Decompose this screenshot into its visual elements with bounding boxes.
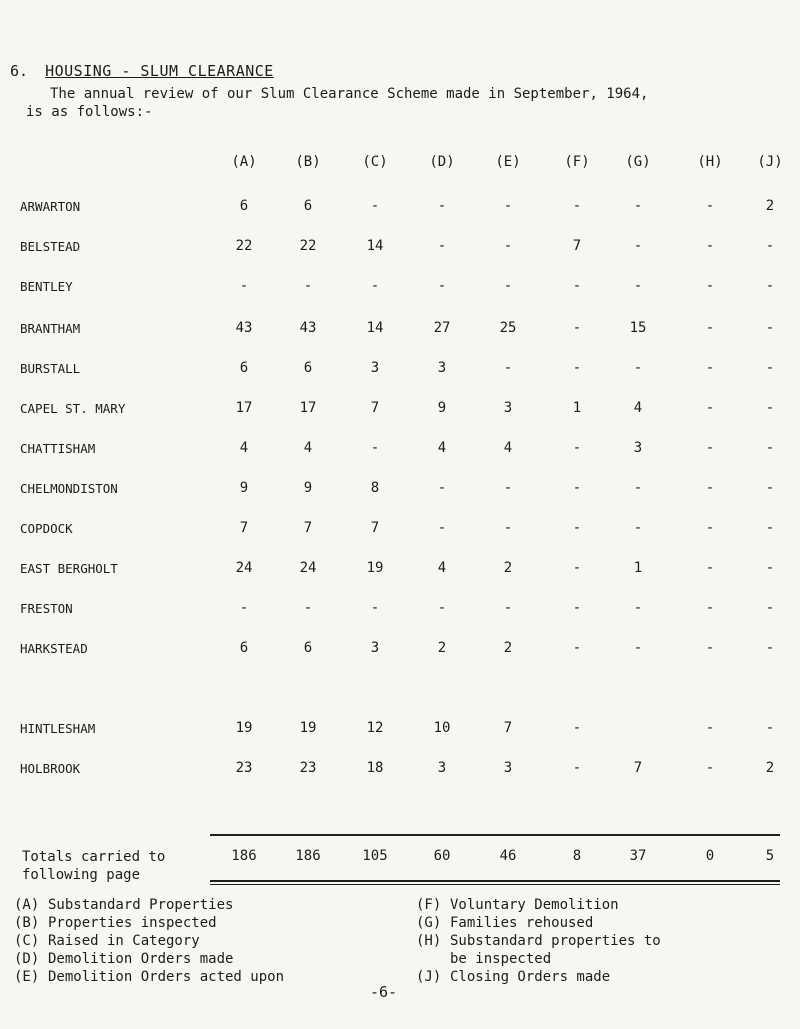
- table-cell: -: [437, 238, 447, 254]
- table-cell: 22: [299, 238, 317, 254]
- table-cell: 22: [235, 238, 253, 254]
- table-cell: 23: [299, 760, 317, 776]
- legend-item: [416, 950, 661, 968]
- table-cell: 15: [629, 320, 647, 336]
- table-cell: -: [705, 320, 715, 336]
- page-number: -6-: [370, 983, 398, 1001]
- legend-item: [14, 914, 284, 932]
- table-cell: -: [705, 480, 715, 496]
- table-cell: 18: [366, 760, 384, 776]
- legend-key: (J): [416, 969, 442, 985]
- table-cell: 14: [366, 238, 384, 254]
- column-header: (G): [625, 154, 651, 170]
- table-cell: 3: [503, 760, 513, 776]
- column-header: (D): [429, 154, 455, 170]
- totals-top-rule: [210, 834, 780, 836]
- table-cell: -: [437, 520, 447, 536]
- table-cell: -: [239, 600, 249, 616]
- total-cell: 0: [705, 848, 715, 864]
- table-cell: -: [633, 640, 643, 656]
- column-header: (F): [564, 154, 590, 170]
- table-cell: -: [765, 720, 775, 736]
- total-cell: 105: [362, 848, 388, 864]
- table-cell: -: [572, 600, 582, 616]
- total-cell: 186: [231, 848, 257, 864]
- table-cell: 10: [433, 720, 451, 736]
- row-label: EAST BERGHOLT: [20, 561, 118, 576]
- column-header: (E): [495, 154, 521, 170]
- table-cell: 7: [572, 238, 582, 254]
- table-cell: 3: [437, 760, 447, 776]
- table-cell: -: [503, 480, 513, 496]
- section-number: 6.: [10, 62, 29, 80]
- legend-text: Closing Orders made: [450, 969, 611, 985]
- table-cell: -: [705, 640, 715, 656]
- table-cell: -: [633, 278, 643, 294]
- legend-item: [416, 914, 661, 932]
- table-cell: -: [705, 400, 715, 416]
- table-cell: -: [765, 400, 775, 416]
- table-cell: -: [572, 560, 582, 576]
- table-cell: 43: [299, 320, 317, 336]
- table-cell: 17: [299, 400, 317, 416]
- table-cell: 7: [503, 720, 513, 736]
- table-cell: -: [503, 278, 513, 294]
- total-cell: 46: [499, 848, 517, 864]
- table-cell: 4: [437, 440, 447, 456]
- table-cell: -: [765, 480, 775, 496]
- column-header: (C): [362, 154, 388, 170]
- legend-item: [416, 932, 661, 950]
- table-cell: -: [503, 198, 513, 214]
- legend-item: [14, 950, 284, 968]
- legend-key: (F): [416, 897, 442, 913]
- table-cell: -: [503, 600, 513, 616]
- table-cell: 6: [303, 360, 313, 376]
- total-cell: 186: [295, 848, 321, 864]
- table-cell: -: [437, 480, 447, 496]
- table-cell: 7: [239, 520, 249, 536]
- row-label: HOLBROOK: [20, 761, 81, 776]
- row-label: FRESTON: [20, 601, 73, 616]
- totals-label: [22, 848, 165, 884]
- legend-item: [14, 896, 284, 914]
- legend-text: Voluntary Demolition: [450, 897, 619, 913]
- table-cell: 17: [235, 400, 253, 416]
- table-cell: 3: [437, 360, 447, 376]
- section-title: HOUSING - SLUM CLEARANCE: [45, 62, 274, 80]
- intro-line-1: The annual review of our Slum Clearance Scheme made in September, 1964,: [50, 86, 649, 102]
- row-label: BENTLEY: [20, 279, 73, 294]
- table-cell: 4: [503, 440, 513, 456]
- table-cell: -: [705, 600, 715, 616]
- row-label: CHATTISHAM: [20, 441, 96, 456]
- row-label: BELSTEAD: [20, 239, 81, 254]
- table-cell: 2: [437, 640, 447, 656]
- table-cell: -: [705, 760, 715, 776]
- column-header: (J): [757, 154, 783, 170]
- table-cell: 43: [235, 320, 253, 336]
- legend-key: (A): [14, 897, 40, 913]
- table-cell: -: [765, 440, 775, 456]
- table-cell: 9: [437, 400, 447, 416]
- legend-text: Substandard Properties: [48, 897, 234, 913]
- row-label: BURSTALL: [20, 361, 81, 376]
- legend-text: Families rehoused: [450, 915, 594, 931]
- table-cell: -: [370, 278, 380, 294]
- table-cell: 1: [572, 400, 582, 416]
- table-cell: -: [765, 640, 775, 656]
- table-cell: 3: [370, 360, 380, 376]
- totals-bottom-rule: [210, 880, 780, 882]
- table-cell: -: [572, 278, 582, 294]
- table-cell: -: [503, 520, 513, 536]
- table-cell: -: [572, 320, 582, 336]
- table-cell: 7: [633, 760, 643, 776]
- table-cell: -: [705, 238, 715, 254]
- column-header: (A): [231, 154, 257, 170]
- legend-text: Substandard properties to: [450, 933, 661, 949]
- table-cell: 9: [239, 480, 249, 496]
- table-cell: 2: [503, 560, 513, 576]
- table-cell: 3: [370, 640, 380, 656]
- intro-line-2: is as follows:-: [26, 104, 153, 120]
- table-cell: -: [705, 198, 715, 214]
- table-cell: 4: [239, 440, 249, 456]
- table-cell: -: [765, 520, 775, 536]
- legend-text: Properties inspected: [48, 915, 217, 931]
- table-cell: -: [572, 440, 582, 456]
- legend-key: (G): [416, 915, 442, 931]
- table-cell: 2: [765, 760, 775, 776]
- table-cell: -: [765, 238, 775, 254]
- table-cell: 4: [437, 560, 447, 576]
- table-cell: 6: [303, 640, 313, 656]
- table-cell: 12: [366, 720, 384, 736]
- table-cell: 3: [503, 400, 513, 416]
- table-cell: 24: [235, 560, 253, 576]
- total-cell: 8: [572, 848, 582, 864]
- row-label: CAPEL ST. MARY: [20, 401, 126, 416]
- table-cell: -: [303, 278, 313, 294]
- legend-key: (E): [14, 969, 40, 985]
- table-cell: 6: [239, 360, 249, 376]
- table-cell: -: [572, 520, 582, 536]
- totals-label-line-2: following page: [22, 867, 141, 883]
- legend-left: [14, 896, 284, 986]
- row-label: HARKSTEAD: [20, 641, 88, 656]
- table-cell: -: [633, 238, 643, 254]
- table-cell: -: [705, 360, 715, 376]
- table-cell: -: [572, 198, 582, 214]
- table-cell: 7: [370, 520, 380, 536]
- section-heading: [10, 62, 274, 80]
- table-cell: 1: [633, 560, 643, 576]
- table-cell: -: [572, 360, 582, 376]
- table-cell: -: [765, 278, 775, 294]
- legend-right: [416, 896, 661, 986]
- table-cell: -: [437, 600, 447, 616]
- table-cell: -: [633, 600, 643, 616]
- legend-key: (B): [14, 915, 40, 931]
- table-cell: 6: [239, 640, 249, 656]
- row-label: ARWARTON: [20, 199, 81, 214]
- table-cell: 24: [299, 560, 317, 576]
- total-cell: 60: [433, 848, 451, 864]
- legend-key: (H): [416, 933, 442, 949]
- table-cell: -: [572, 480, 582, 496]
- table-cell: -: [705, 278, 715, 294]
- table-cell: 25: [499, 320, 517, 336]
- table-cell: -: [705, 520, 715, 536]
- table-cell: 4: [303, 440, 313, 456]
- table-cell: -: [705, 440, 715, 456]
- legend-key: (C): [14, 933, 40, 949]
- table-cell: -: [303, 600, 313, 616]
- table-cell: -: [437, 278, 447, 294]
- row-label: HINTLESHAM: [20, 721, 96, 736]
- legend-text: Demolition Orders made: [48, 951, 234, 967]
- table-cell: 4: [633, 400, 643, 416]
- table-cell: 8: [370, 480, 380, 496]
- table-cell: 9: [303, 480, 313, 496]
- table-cell: -: [572, 760, 582, 776]
- table-cell: -: [503, 238, 513, 254]
- table-cell: -: [705, 560, 715, 576]
- table-cell: 14: [366, 320, 384, 336]
- table-cell: -: [633, 480, 643, 496]
- legend-text: Raised in Category: [48, 933, 200, 949]
- table-cell: 6: [239, 198, 249, 214]
- legend-item: [14, 968, 284, 986]
- table-cell: -: [437, 198, 447, 214]
- table-cell: 19: [299, 720, 317, 736]
- totals-bottom-rule-2: [210, 884, 780, 885]
- table-cell: -: [765, 320, 775, 336]
- column-header: (H): [697, 154, 723, 170]
- legend-key: (D): [14, 951, 40, 967]
- legend-item: [416, 896, 661, 914]
- table-cell: -: [633, 198, 643, 214]
- table-cell: -: [633, 360, 643, 376]
- column-header: (B): [295, 154, 321, 170]
- row-label: CHELMONDISTON: [20, 481, 118, 496]
- table-cell: -: [705, 720, 715, 736]
- table-cell: 7: [370, 400, 380, 416]
- totals-label-line-1: Totals carried to: [22, 849, 166, 865]
- table-cell: -: [572, 720, 582, 736]
- table-cell: 19: [235, 720, 253, 736]
- table-cell: -: [765, 360, 775, 376]
- legend-item: [416, 968, 661, 986]
- table-cell: -: [370, 440, 380, 456]
- table-cell: 7: [303, 520, 313, 536]
- row-label: COPDOCK: [20, 521, 73, 536]
- table-cell: -: [239, 278, 249, 294]
- table-cell: -: [370, 600, 380, 616]
- total-cell: 37: [629, 848, 647, 864]
- table-cell: -: [633, 520, 643, 536]
- total-cell: 5: [765, 848, 775, 864]
- table-cell: 23: [235, 760, 253, 776]
- table-cell: -: [572, 640, 582, 656]
- row-label: BRANTHAM: [20, 321, 81, 336]
- table-cell: 27: [433, 320, 451, 336]
- legend-item: [14, 932, 284, 950]
- table-cell: 3: [633, 440, 643, 456]
- table-cell: -: [370, 198, 380, 214]
- table-cell: 2: [765, 198, 775, 214]
- table-cell: 19: [366, 560, 384, 576]
- table-cell: 2: [503, 640, 513, 656]
- legend-text: be inspected: [450, 951, 552, 967]
- table-cell: -: [765, 560, 775, 576]
- table-cell: -: [503, 360, 513, 376]
- table-cell: -: [765, 600, 775, 616]
- legend-text: Demolition Orders acted upon: [48, 969, 285, 985]
- table-cell: 6: [303, 198, 313, 214]
